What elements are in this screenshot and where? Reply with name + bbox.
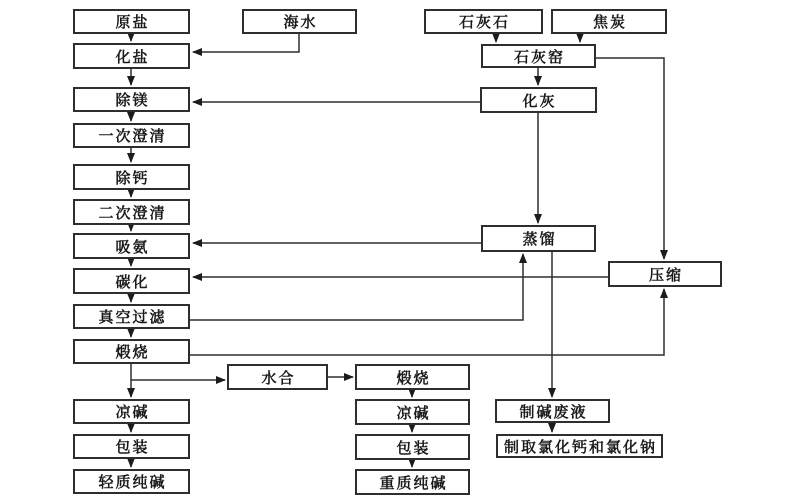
node-label: 重质纯碱 [379, 474, 448, 492]
node-label: 轻质纯碱 [98, 474, 167, 491]
node-chloride-production [496, 434, 663, 458]
node-cooling-light [73, 399, 190, 424]
node-label: 焦炭 [592, 14, 627, 31]
node-label: 煅烧 [115, 344, 150, 361]
node-compression [608, 261, 722, 287]
node-label: 化灰 [522, 92, 557, 110]
node-soda-waste-liquid [495, 399, 610, 423]
node-cooling-heavy [355, 399, 470, 425]
node-label: 凉碱 [396, 404, 431, 422]
node-packing-heavy [355, 434, 470, 460]
node-label: 制碱废液 [519, 403, 588, 421]
node-second-clarification [73, 199, 190, 225]
node-label: 化盐 [115, 48, 150, 66]
node-ammonia-absorption [73, 233, 190, 259]
node-label: 真空过滤 [98, 309, 167, 326]
node-label: 水合 [261, 369, 296, 387]
node-seawater [242, 9, 357, 34]
node-label: 蒸馏 [522, 231, 557, 248]
node-limestone [424, 9, 543, 34]
node-light-soda-ash [73, 469, 190, 494]
node-lime-slaking [480, 87, 597, 113]
node-label: 石灰石 [458, 14, 510, 31]
node-label: 吸氨 [115, 238, 150, 256]
node-label: 石灰窑 [513, 48, 565, 66]
node-label: 原盐 [115, 14, 150, 31]
node-label: 煅烧 [396, 369, 431, 387]
node-carbonation [73, 268, 190, 294]
node-label: 一次澄清 [98, 128, 167, 145]
node-first-clarification [73, 123, 190, 148]
node-hydration [227, 364, 328, 390]
node-calcination-light [73, 339, 190, 364]
node-salt-dissolving [73, 43, 190, 69]
node-magnesium-removal [73, 87, 190, 112]
node-label: 包装 [115, 439, 150, 456]
node-raw-salt [73, 9, 190, 34]
node-coke [551, 9, 667, 34]
node-label: 二次澄清 [98, 204, 167, 222]
node-distillation [481, 225, 596, 252]
node-lime-kiln [481, 44, 596, 68]
node-label: 碳化 [115, 273, 150, 291]
node-label: 除钙 [115, 169, 150, 187]
node-packing-light [73, 434, 190, 459]
node-vacuum-filtration [73, 304, 190, 329]
node-label: 海水 [283, 14, 318, 31]
node-label: 制取氯化钙和氯化钠 [503, 438, 657, 456]
node-calcium-removal [73, 164, 190, 190]
node-label: 压缩 [648, 266, 683, 284]
node-heavy-soda-ash [355, 469, 470, 495]
node-label: 凉碱 [115, 404, 150, 421]
node-label: 包装 [396, 439, 431, 457]
node-label: 除镁 [115, 92, 150, 109]
node-calcination-heavy [355, 364, 470, 390]
